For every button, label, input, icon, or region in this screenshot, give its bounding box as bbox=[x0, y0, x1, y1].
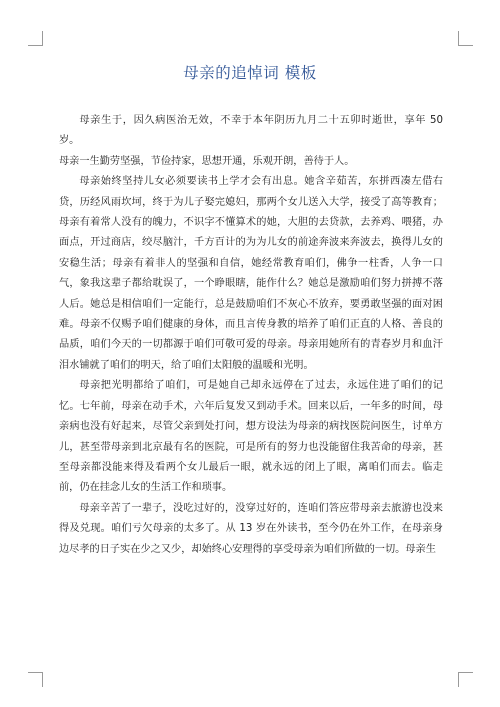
paragraph-2: 母亲一生勤劳坚强，节俭持家，思想开通，乐观开朗，善待于人。 bbox=[59, 155, 355, 167]
paragraph-5: 母亲辛苦了一辈子，没吃过好的，没穿过好的，连咱们答应带母亲去旅游也没来得及兑现。咱们亏欠母亲的太多了。从 13 岁在外读书，至今仍在外工作，在母亲身边尽孝的日子实在少之又少，却始终心安理得的享受母亲为咱们所做的一切。母亲生 bbox=[59, 502, 443, 555]
paragraph-4: 母亲把光明都给了咱们，可是她自己却永远停在了过去，永远住进了咱们的记忆。七年前，母亲在动手术，六年后复发又到动手术。回来以后，一年多的时间，母亲病也没有好起来，尽管父亲到处打问，想方设法为母亲的病找医院问医生，讨单方儿，甚至带母亲到北京最有名的医院，可是所有的努力也没能留住我苦命的母亲，甚至母亲都没能来得及看两个女儿最后一眼，就永远的闭上了眼，离咱们而去。临走前，仍在挂念儿女的生活工作和琐事。 bbox=[59, 380, 443, 494]
document-title: 母亲的追悼词 模板 bbox=[183, 64, 317, 82]
crop-mark-bottom-left bbox=[28, 672, 43, 687]
crop-mark-top-left bbox=[28, 31, 43, 46]
paragraph-3: 母亲始终坚持儿女必须要读书上学才会有出息。她含辛茹苦，东拼西凑左借右贷，历经风雨坎坷，终于为儿子娶完媳妇，那两个女儿送入大学，接受了高等教育；母亲有着常人没有的魄力，不识字不懂算术的她，大胆的去贷款，去养鸡、喂猪，办面点，开过商店，绞尽脑汁，千方百计的为为儿女的前途奔波来奔波去，换得儿女的安稳生活；母亲有着非人的坚强和自信，她经常教育咱们，佛争一柱香，人争一口气，象我这辈子都给耽误了，一个睁眼瞎，能作什么？她总是激励咱们努力拼搏不落人后。她总是相信咱们一定能行，总是鼓励咱们不灰心不放弃，要勇敢坚强的面对困难。母亲不仅赐予咱们健康的身体，而且言传身教的培养了咱们正直的人格、善良的品质，咱们今天的一切都源于咱们可敬可爱的母亲。母亲用她所有的青春岁月和血汗泪水铺就了咱们的明天，给了咱们太阳般的温暖和光明。 bbox=[59, 176, 443, 371]
crop-mark-top-right bbox=[458, 31, 473, 46]
crop-mark-bottom-right bbox=[458, 672, 473, 687]
paragraph-1: 母亲生于，因久病医治无效，不幸于本年阴历九月二十五卯时逝世，享年 50 岁。 bbox=[59, 115, 443, 147]
document-body bbox=[59, 111, 443, 560]
